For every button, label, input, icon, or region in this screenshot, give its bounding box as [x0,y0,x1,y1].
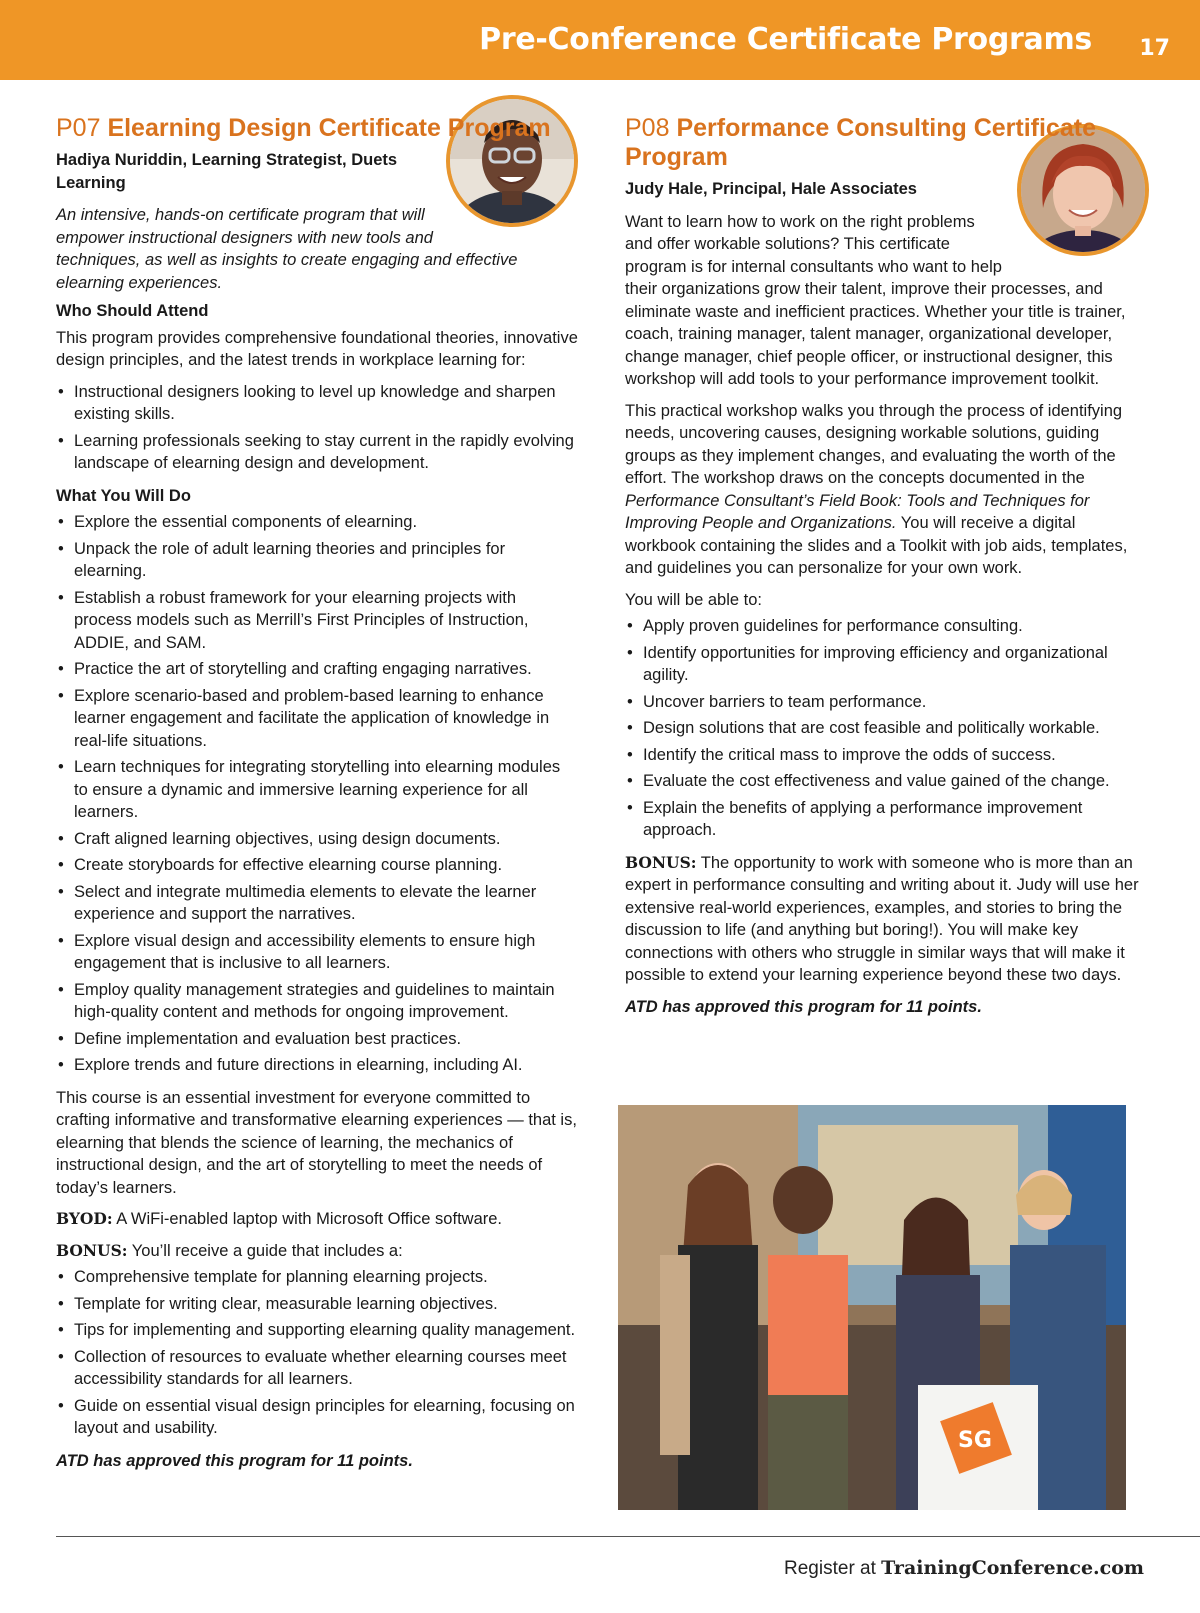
byod-text: A WiFi-enabled laptop with Microsoft Office software. [112,1210,503,1228]
bonus-label: BONUS: [56,1240,128,1260]
list-item: • Unpack the role of adult learning theories and principles for elearning. [56,538,578,583]
list-item: • Create storyboards for effective elearning course planning. [56,854,578,877]
presenter-name: Judy Hale, Principal, Hale Associates [625,180,917,198]
list-item: • Instructional designers looking to level up knowledge and sharpen existing skills. [56,381,578,426]
footer-divider [56,1536,1200,1537]
able-lead: You will be able to: [625,590,762,609]
list-item: • Design solutions that are cost feasible and politically workable. [625,717,1149,740]
program-name: Performance Consulting Certificate Program [625,114,1096,171]
bonus-line [56,1240,578,1263]
byod-label: BYOD: [56,1209,113,1228]
presenter-photo [1017,124,1149,256]
list-item: • Identify the critical mass to improve the odds of success. [625,744,1149,767]
list-item: • Explore the essential components of elearning. [56,511,578,534]
book-title: Performance Consultant’s Field Book: Tools and Techniques for Improving People and Organizations. [625,491,1090,532]
list-item: • Explain the benefits of applying a performance improvement approach. [625,797,1149,842]
list-item: • Learning professionals seeking to stay current in the rapidly evolving landscape of elearning design and development. [56,430,578,475]
bonus-text: The opportunity to work with someone who is more than an expert in performance consulting and writing about it. Judy will use her extensive real-world experiences, examples, and stories to bring the discussion to life (and anything but boring!). You will make key connections with others who struggle in similar ways that will make it possible to extend your learning experience beyond these two days. [625,853,1139,984]
list-item: • Tips for implementing and supporting elearning quality management. [56,1319,578,1342]
list-item: • Apply proven guidelines for performance consulting. [625,615,1149,638]
list-item: • Define implementation and evaluation best practices. [56,1028,578,1051]
list-item: • Explore scenario-based and problem-based learning to enhance learner engagement and facilitate the application of knowledge in real-life situations. [56,685,578,753]
bonus-label: BONUS: [625,852,697,872]
list-item: • Evaluate the cost effectiveness and value gained of the change. [625,770,1149,793]
bonus-list [56,1266,578,1440]
workshop-paragraph: This practical workshop walks you through the process of identifying needs, uncovering causes, designing workable solutions, guiding groups as they implement changes, and evaluating the worth of the effort. The workshop draws on the concepts documented in the Performance Consultant’s Field Book: Tools and Techniques for Improving People and Organizations. You will receive a digital workbook containing the slides and a Toolkit with job aids, templates, and guidelines you can personalize for your own work. [625,401,1128,577]
list-item: • Guide on essential visual design principles for elearning, focusing on layout and usability. [56,1395,578,1440]
do-list [56,511,578,1077]
able-list [625,615,1149,842]
bonus-paragraph [625,852,1149,987]
list-item: • Explore trends and future directions in elearning, including AI. [56,1054,578,1077]
page-number: 17 [1139,36,1170,61]
bag-logo: SG [958,1428,992,1453]
section-title: Pre-Conference Certificate Programs [479,22,1092,57]
list-item: • Collection of resources to evaluate whether elearning courses meet accessibility standards for all learners. [56,1346,578,1391]
presenter-name: Hadiya Nuriddin, Learning Strategist, Duets Learning [56,151,398,192]
footer [784,1557,1144,1580]
program-title [56,114,578,143]
what-you-will-do-heading: What You Will Do [56,486,191,505]
list-item: • Learn techniques for integrating storytelling into elearning modules to ensure a dynamic and immersive learning experience for all learners. [56,756,578,824]
list-item: • Employ quality management strategies and guidelines to maintain high-quality content and methods for ongoing improvement. [56,979,578,1024]
attendees-photo [618,1105,1126,1510]
list-item: • Practice the art of storytelling and crafting engaging narratives. [56,658,578,681]
program-code: P08 [625,114,670,142]
program-code: P07 [56,114,101,142]
who-list [56,381,578,475]
list-item: • Template for writing clear, measurable learning objectives. [56,1293,578,1316]
footer-prefix: Register at [784,1558,882,1579]
approval-note: ATD has approved this program for 11 points. [56,1451,413,1470]
who-should-attend-heading: Who Should Attend [56,302,209,320]
list-item: • Craft aligned learning objectives, using design documents. [56,828,578,851]
approval-note: ATD has approved this program for 11 points. [625,997,982,1016]
list-item: • Establish a robust framework for your elearning projects with process models such as Merrill’s First Principles of Instruction, ADDIE, and SAM. [56,587,578,655]
registration-link[interactable]: TrainingConference.com [881,1557,1144,1579]
tote-bag [918,1385,1038,1510]
byod-line [56,1208,578,1231]
list-item: • Explore visual design and accessibility elements to ensure high engagement that is inclusive to all learners. [56,930,578,975]
program-intro: Want to learn how to work on the right problems and offer workable solutions? This certificate program is for internal consultants who want to help their organizations grow their talent, improve their processes, and eliminate waste and inefficient practices. Whether your title is trainer, coach, training manager, talent manager, organizational developer, change manager, chief people officer, or instructional designer, this workshop will add tools to your performance improvement toolkit. [625,212,1126,388]
program-p08 [625,114,1149,1018]
program-name: Elearning Design Certificate Program [107,114,551,142]
list-item: • Uncover barriers to team performance. [625,691,1149,714]
bonus-text: You’ll receive a guide that includes a: [127,1241,403,1260]
program-p07 [56,114,578,1472]
list-item: • Identify opportunities for improving efficiency and organizational agility. [625,642,1149,687]
program-intro: An intensive, hands-on certificate program that will empower instructional designers with new tools and techniques, as well as insights to create engaging and effective elearning experiences. [56,206,518,292]
page-header [0,0,1200,80]
list-item: • Comprehensive template for planning elearning projects. [56,1266,578,1289]
who-should-attend-text: This program provides comprehensive foundational theories, innovative design principles, and the latest trends in workplace learning for: [56,328,578,369]
closing-paragraph: This course is an essential investment for everyone committed to crafting informative and transformative elearning experiences — that is, elearning that blends the science of learning, the mechanics of instructional design, and the art of storytelling to meet the needs of today’s learners. [56,1088,577,1197]
list-item: • Select and integrate multimedia elements to elevate the learner experience and support the narratives. [56,881,578,926]
